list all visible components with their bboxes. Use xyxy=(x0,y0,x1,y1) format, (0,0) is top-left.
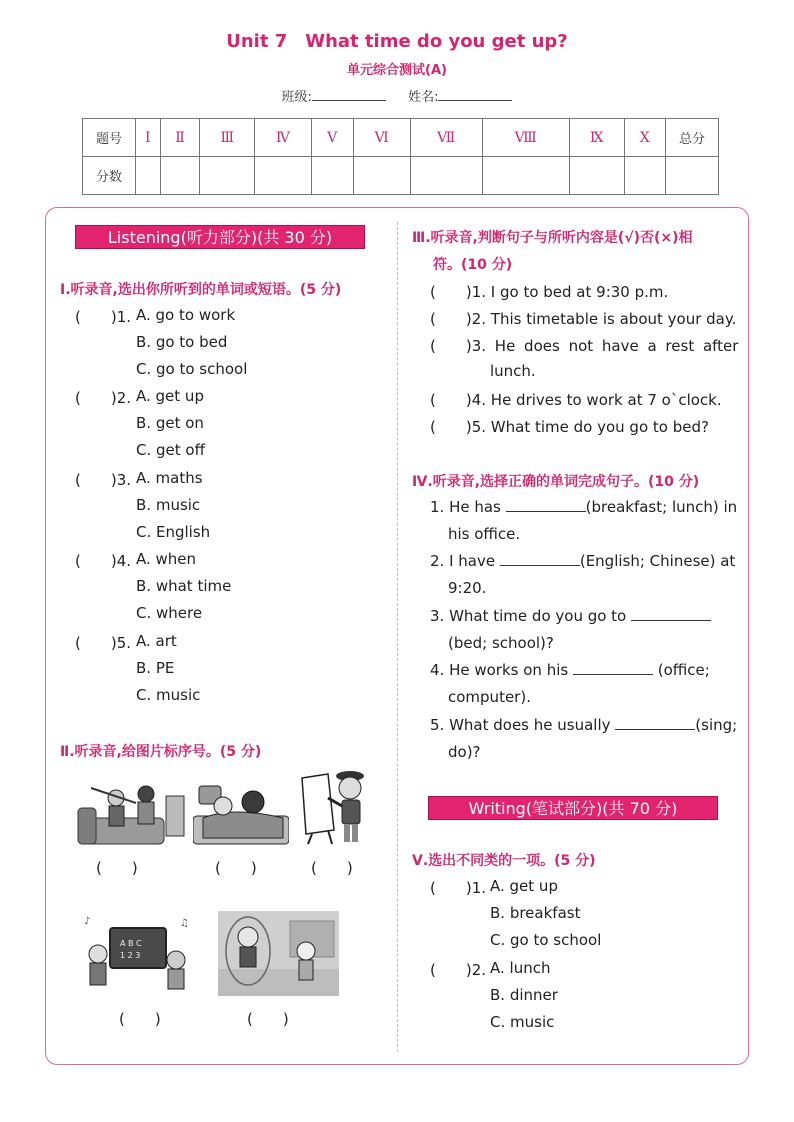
score-cell[interactable] xyxy=(200,157,255,195)
svg-text:1 2 3: 1 2 3 xyxy=(120,951,141,960)
s1-q2-num[interactable]: ( )2. xyxy=(75,389,132,407)
s1-q5-c[interactable]: C. music xyxy=(136,686,201,704)
score-table-header-row xyxy=(83,119,719,157)
score-cell[interactable] xyxy=(136,157,161,195)
s1-q4-b[interactable]: B. what time xyxy=(136,577,232,595)
s1-q1-b[interactable]: B. go to bed xyxy=(136,333,228,351)
s4-q3-cont: (bed; school)? xyxy=(448,634,554,652)
s1-q1-a[interactable]: A. go to work xyxy=(136,306,236,324)
s5-q1-num[interactable]: ( )1. xyxy=(430,879,487,897)
s4-q5 xyxy=(430,716,737,734)
s4-q1-blank[interactable] xyxy=(506,498,586,512)
s4-q5-options: (sing; xyxy=(695,716,738,734)
numeral-7: Ⅶ xyxy=(410,119,482,157)
pic5-answer[interactable]: ( ) xyxy=(247,1010,289,1028)
s1-q2-c[interactable]: C. get off xyxy=(136,441,205,459)
s5-q2-b[interactable]: B. dinner xyxy=(490,986,558,1004)
svg-text:A B C: A B C xyxy=(120,939,142,948)
writing-banner: Writing(笔试部分)(共 70 分) xyxy=(428,796,718,820)
s3-q3[interactable]: ( )3. He does not have a rest after xyxy=(430,337,739,355)
numeral-6: Ⅵ xyxy=(353,119,410,157)
section3-heading-line1: Ⅲ.听录音,判断句子与所听内容是(√)否(×)相 xyxy=(412,230,693,246)
s1-q3-num[interactable]: ( )3. xyxy=(75,471,132,489)
s1-q3-c[interactable]: C. English xyxy=(136,523,211,541)
s4-q4-options: (office; xyxy=(652,661,710,679)
s4-q3-blank[interactable] xyxy=(631,607,711,621)
total-score-cell[interactable] xyxy=(666,157,719,195)
s1-q1-c[interactable]: C. go to school xyxy=(136,360,248,378)
picture-kids-rope xyxy=(218,911,339,996)
column-divider xyxy=(397,222,398,1052)
section5-heading: Ⅴ.选出不同类的一项。(5 分) xyxy=(412,853,596,869)
picture-family-sofa xyxy=(76,778,188,848)
numeral-1: Ⅰ xyxy=(136,119,161,157)
section3-heading-line2: 符。(10 分) xyxy=(433,257,513,273)
s5-q1-a[interactable]: A. get up xyxy=(490,877,558,895)
s1-q3-a[interactable]: A. maths xyxy=(136,469,203,487)
s1-q1-num[interactable]: ( )1. xyxy=(75,308,132,326)
s4-q4-blank[interactable] xyxy=(573,661,653,675)
s4-q2-cont: 9:20. xyxy=(448,579,487,597)
score-cell[interactable] xyxy=(353,157,410,195)
s4-q1 xyxy=(430,498,737,516)
score-cell[interactable] xyxy=(255,157,312,195)
question-number-label: 题号 xyxy=(83,119,136,157)
pic2-answer[interactable]: ( ) xyxy=(215,859,257,877)
s4-q5-text: 5. What does he usually xyxy=(430,716,616,734)
name-blank[interactable] xyxy=(438,89,512,101)
numeral-9: Ⅸ xyxy=(569,119,624,157)
s1-q5-b[interactable]: B. PE xyxy=(136,659,175,677)
score-cell[interactable] xyxy=(569,157,624,195)
score-cell[interactable] xyxy=(311,157,353,195)
s5-q1-c[interactable]: C. go to school xyxy=(490,931,602,949)
score-table xyxy=(82,118,719,195)
s4-q5-blank[interactable] xyxy=(615,716,695,730)
s1-q3-b[interactable]: B. music xyxy=(136,496,201,514)
s4-q4-text: 4. He works on his xyxy=(430,661,573,679)
s4-q2-blank[interactable] xyxy=(500,552,580,566)
name-label: 姓名: xyxy=(408,90,439,105)
s4-q1-text: 1. He has xyxy=(430,498,506,516)
section2-heading: Ⅱ.听录音,给图片标序号。(5 分) xyxy=(60,744,262,760)
s4-q5-cont: do)? xyxy=(448,743,481,761)
numeral-4: Ⅳ xyxy=(255,119,312,157)
numeral-2: Ⅱ xyxy=(160,119,200,157)
s3-q3-cont: lunch. xyxy=(490,362,536,380)
page-subtitle: 单元综合测试(A) xyxy=(347,63,447,78)
numeral-10: Ⅹ xyxy=(624,119,666,157)
s3-q2[interactable]: ( )2. This timetable is about your day. xyxy=(430,310,737,328)
s1-q5-a[interactable]: A. art xyxy=(136,632,177,650)
svg-text:♫: ♫ xyxy=(180,918,189,929)
score-table-score-row xyxy=(83,157,719,195)
s3-q4[interactable]: ( )4. He drives to work at 7 o`clock. xyxy=(430,391,722,409)
s1-q2-a[interactable]: A. get up xyxy=(136,387,204,405)
s4-q2-options: (English; Chinese) at xyxy=(579,552,736,570)
s5-q2-c[interactable]: C. music xyxy=(490,1013,555,1031)
class-blank[interactable] xyxy=(312,89,386,101)
pic3-answer[interactable]: ( ) xyxy=(311,859,353,877)
s5-q2-num[interactable]: ( )2. xyxy=(430,961,487,979)
s1-q5-num[interactable]: ( )5. xyxy=(75,634,132,652)
s1-q4-a[interactable]: A. when xyxy=(136,550,197,568)
total-label: 总分 xyxy=(666,119,719,157)
numeral-8: Ⅷ xyxy=(482,119,569,157)
s1-q4-num[interactable]: ( )4. xyxy=(75,552,132,570)
score-cell[interactable] xyxy=(624,157,666,195)
svg-text:♪: ♪ xyxy=(84,916,91,927)
s3-q5[interactable]: ( )5. What time do you go to bed? xyxy=(430,418,709,436)
s1-q4-c[interactable]: C. where xyxy=(136,604,203,622)
picture-kids-blackboard xyxy=(76,910,196,998)
s4-q1-options: (breakfast; lunch) in xyxy=(585,498,738,516)
s4-q4 xyxy=(430,661,710,679)
pic4-answer[interactable]: ( ) xyxy=(119,1010,161,1028)
name-class-line xyxy=(0,86,794,105)
class-label: 班级: xyxy=(281,90,312,105)
picture-boy-bed xyxy=(193,778,289,846)
s4-q3-text: 3. What time do you go to xyxy=(430,607,632,625)
s1-q2-b[interactable]: B. get on xyxy=(136,414,204,432)
numeral-3: Ⅲ xyxy=(200,119,255,157)
s4-q1-cont: his office. xyxy=(448,525,521,543)
numeral-5: Ⅴ xyxy=(311,119,353,157)
s4-q4-cont: computer). xyxy=(448,688,531,706)
score-cell[interactable] xyxy=(410,157,482,195)
s5-q1-b[interactable]: B. breakfast xyxy=(490,904,581,922)
listening-banner: Listening(听力部分)(共 30 分) xyxy=(75,225,365,249)
section1-heading: Ⅰ.听录音,选出你所听到的单词或短语。(5 分) xyxy=(60,282,342,298)
score-cell[interactable] xyxy=(482,157,569,195)
s4-q2-text: 2. I have xyxy=(430,552,500,570)
picture-boy-painting xyxy=(298,768,378,846)
s4-q3 xyxy=(430,607,711,625)
s4-q2 xyxy=(430,552,735,570)
page-title: Unit 7 What time do you get up? xyxy=(226,31,568,52)
s5-q2-a[interactable]: A. lunch xyxy=(490,959,551,977)
score-cell[interactable] xyxy=(160,157,200,195)
score-label: 分数 xyxy=(83,157,136,195)
s3-q1[interactable]: ( )1. I go to bed at 9:30 p.m. xyxy=(430,283,669,301)
section4-heading: Ⅳ.听录音,选择正确的单词完成句子。(10 分) xyxy=(412,474,700,490)
pic1-answer[interactable]: ( ) xyxy=(96,859,138,877)
